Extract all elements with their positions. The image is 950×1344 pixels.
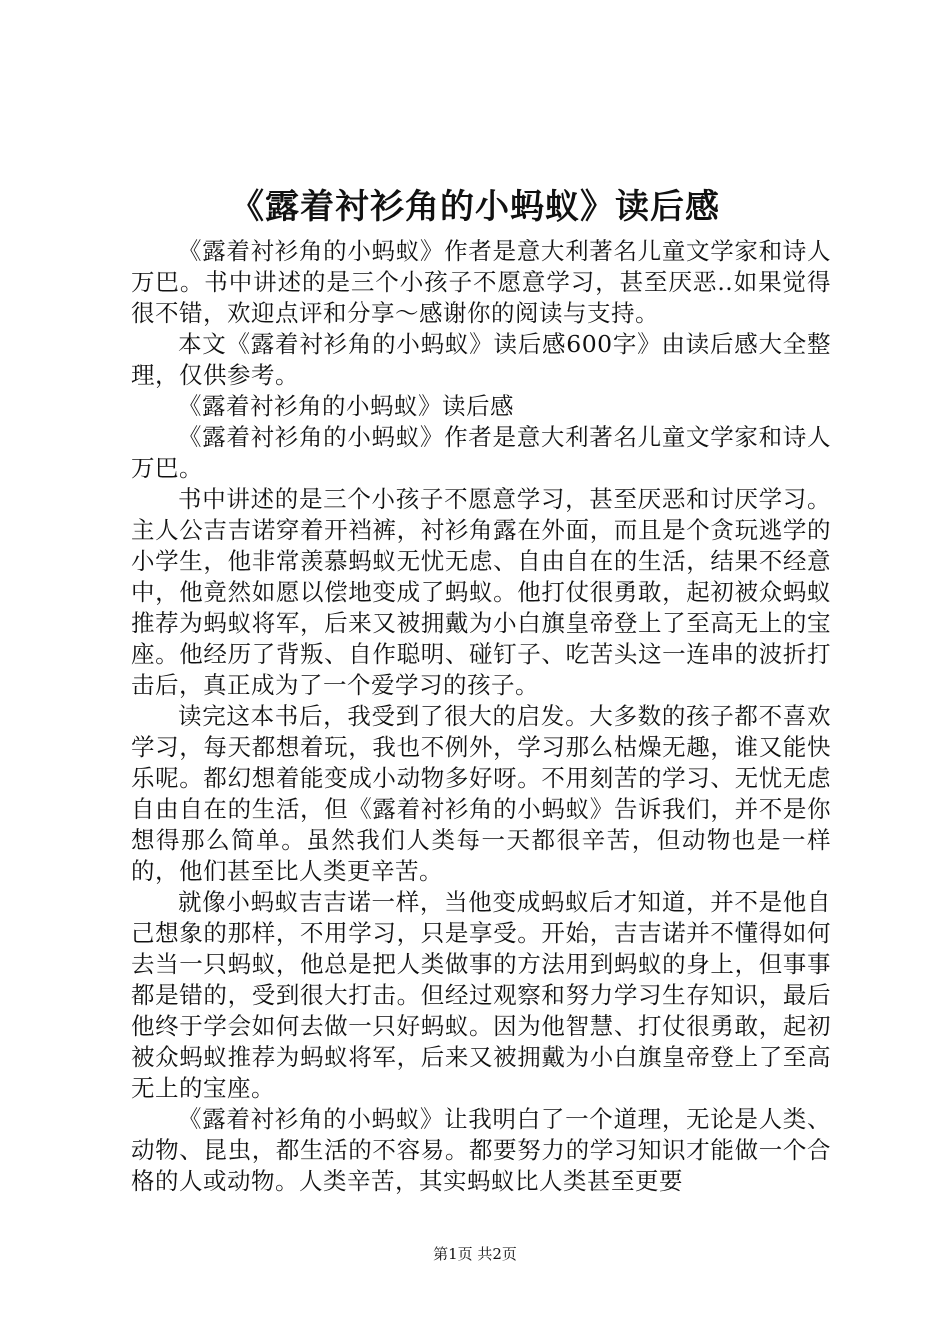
page-number-footer: 第1页 共2页 (433, 1245, 517, 1263)
paragraph-author: 《露着衬衫角的小蚂蚁》作者是意大利著名儿童文学家和诗人万巴。 (131, 423, 831, 482)
paragraph-conclusion: 《露着衬衫角的小蚂蚁》让我明白了一个道理，无论是人类、动物、昆虫，都生活的不容易。都要努力的学习知识才能做一个合格的人或动物。人类辛苦，其实蚂蚁比人类甚至更要 (131, 1105, 831, 1195)
document-title: 《露着衬衫角的小蚂蚁》读后感 (230, 187, 720, 227)
paragraph-source-note: 本文《露着衬衫角的小蚂蚁》读后感600字》由读后感大全整理，仅供参考。 (131, 330, 831, 389)
paragraph-story: 书中讲述的是三个小孩子不愿意学习，甚至厌恶和讨厌学习。主人公吉吉诺穿着开裆裤，衬衫角露在外面，而且是个贪玩逃学的小学生，他非常羡慕蚂蚁无忧无虑、自由自在的生活，结果不经意中，他竟然如愿以偿地变成了蚂蚁。他打仗很勇敢，起初被众蚂蚁推荐为蚂蚁将军，后来又被拥戴为小白旗皇帝登上了至高无上的宝座。他经历了背叛、自作聪明、碰钉子、吃苦头这一连串的波折打击后，真正成为了一个爱学习的孩子。 (131, 485, 831, 699)
paragraph-subtitle: 《露着衬衫角的小蚂蚁》读后感 (178, 392, 514, 420)
document-body (131, 236, 831, 1197)
paragraph-reflection: 读完这本书后，我受到了很大的启发。大多数的孩子都不喜欢学习，每天都想着玩，我也不例外，学习那么枯燥无趣，谁又能快乐呢。都幻想着能变成小动物多好呀。不用刻苦的学习、无忧无虑自由自在的生活，但《露着衬衫角的小蚂蚁》告诉我们，并不是你想得那么简单。虽然我们人类每一天都很辛苦，但动物也是一样的，他们甚至比人类更辛苦。 (131, 702, 831, 885)
paragraph-example: 就像小蚂蚁吉吉诺一样，当他变成蚂蚁后才知道，并不是他自己想象的那样，不用学习，只是享受。开始，吉吉诺并不懂得如何去当一只蚂蚁，他总是把人类做事的方法用到蚂蚁的身上，但事事都是错的，受到很大打击。但经过观察和努力学习生存知识，最后他终于学会如何去做一只好蚂蚁。因为他智慧、打仗很勇敢，起初被众蚂蚁推荐为蚂蚁将军，后来又被拥戴为小白旗皇帝登上了至高无上的宝座。 (131, 888, 831, 1102)
paragraph-intro: 《露着衬衫角的小蚂蚁》作者是意大利著名儿童文学家和诗人万巴。书中讲述的是三个小孩子不愿意学习，甚至厌恶..如果觉得很不错，欢迎点评和分享～感谢你的阅读与支持。 (131, 237, 831, 327)
